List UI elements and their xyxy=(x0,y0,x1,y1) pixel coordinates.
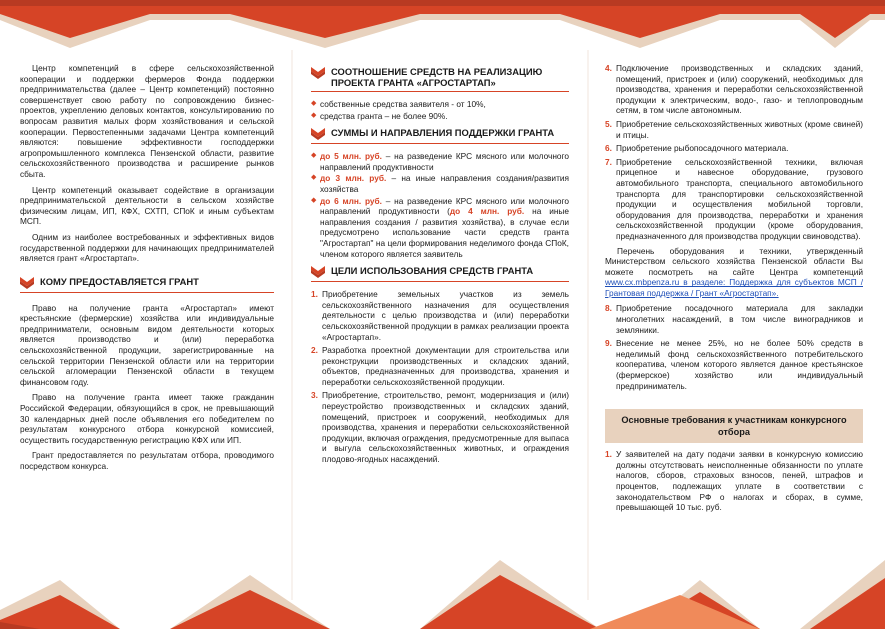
sums-list xyxy=(311,151,569,259)
chevron-down-icon xyxy=(311,266,325,278)
section-header-ratio xyxy=(311,66,569,92)
list-item: 5. Приобретение сельскохозяйственных животных (кроме свиней) и птицы. xyxy=(605,118,863,140)
section-title: КОМУ ПРЕДОСТАВЛЯЕТСЯ ГРАНТ xyxy=(40,275,199,287)
diamond-bullet-icon: ◆ xyxy=(311,100,317,107)
list-item: 7. Приобретение сельскохозяйственной техники, включая прицепное и навесное оборудование, грузового автомобильного транспорта, специального автомобильного транспорта для транспортировки сельскохозяйственной продукции и осуществления мобильной торговли, оборудования для производства, переработки и хранения сельскохозяйственной продукции (кроме оборудования, предназначенного для производства продукции свиноводства). xyxy=(605,156,863,241)
equipment-note: Перечень оборудования и техники, утвержденный Министерством сельского хозяйства Пензенской области Вы можете посмотреть на сайте Центра компетенций www.cx.mbpenza.ru в разделе: Поддержка для субъектов МСП / Грантовая поддержка / Грант «Агростартап». xyxy=(605,245,863,298)
list-item: ◆ средства гранта – не более 90%. xyxy=(311,110,448,121)
list-item: ◆ до 6 млн. руб. – на разведение КРС мясного или молочного направлений продуктивности (до 4 млн. руб. на иные направления создания / развития хозяйства), в случае если предусмотрено использование части средств гранта "Агростартап" на цели формирования неделимого фонда СПоК, членом которого является заявитель xyxy=(311,195,569,259)
goals-list xyxy=(311,289,569,465)
ratio-list xyxy=(311,99,569,121)
recipients-paragraph: Право на получение гранта «Агростартап» имеют крестьянские (фермерские) хозяйства или индивидуальные предприниматели, основным видом деятельности которых является производство и (или) переработка сельскохозяйственной продукции, зарегистрированные на сельской территории Пензенской области или на территории сельской агломерации Пензенской области в текущем финансовом году. xyxy=(20,302,274,387)
section-title: СУММЫ И НАПРАВЛЕНИЯ ПОДДЕРЖКИ ГРАНТА xyxy=(331,127,555,139)
column-middle xyxy=(311,63,569,469)
intro-paragraph: Центр компетенций в сфере сельскохозяйственной кооперации и поддержки фермеров Фонда поддержки предпринимательства (далее – Центр компетенций) постоянно совершенствует свою работу по сопровождению бизнес-проектов, укреплению деловых контактов, консультированию по вопросам развития малых форм хозяйствования и сельской кооперации. Первостепенными задачами Центра компетенций являются: повышение эффективности господдержки агропромышленного комплекса Пензенской области, развитие сельскохозяйственного производства и расширение рынков сбыта. xyxy=(20,63,274,179)
list-item: 4. Подключение производственных и складских зданий, помещений, пристроек и (или) сооружений, необходимых для производства, хранения и переработки сельскохозяйственной продукции к электрическим, водо-, газо- и теплопроводным сетям, в том числе автономным. xyxy=(605,63,863,116)
top-zigzag-border xyxy=(0,0,885,48)
column-right xyxy=(605,63,863,517)
list-item: ◆ до 3 млн. руб. – на иные направления создания/развития хозяйства xyxy=(311,173,569,194)
section-title: ЦЕЛИ ИСПОЛЬЗОВАНИЯ СРЕДСТВ ГРАНТА xyxy=(331,265,534,277)
list-item: 6. Приобретение рыбопосадочного материала. xyxy=(605,143,789,154)
requirements-heading-box: Основные требования к участникам конкурсного отбора xyxy=(605,409,863,443)
diamond-bullet-icon: ◆ xyxy=(311,196,317,204)
section-title: СООТНОШЕНИЕ СРЕДСТВ НА РЕАЛИЗАЦИЮ ПРОЕКТА ГРАНТА «АГРОСТАРТАП» xyxy=(331,66,543,88)
support-paragraph: Центр компетенций оказывает содействие в организации предпринимательской деятельности в сельском хозяйстве физическим лицам, ИП, КФХ, СХТП, СПоК и иным субъектам МСП. xyxy=(20,184,274,227)
list-item: 1. У заявителей на дату подачи заявки в конкурсную комиссию должны отсутствовать неисполненные обязанности по уплате налогов, сборов, страховых взносов, пеней, штрафов и процентов, подлежащих уплате в соответствии с законодательством РФ о налогах и сборах, в сумме, превышающей 10 тыс. руб. xyxy=(605,449,863,513)
diamond-bullet-icon: ◆ xyxy=(311,174,317,182)
list-item: 3. Приобретение, строительство, ремонт, модернизация и (или) переустройство производственных и складских зданий, помещений, пристроек и сооружений, необходимых для производства, хранения и переработки сельскохозяйственной продукции, включая ограждения, предусмотренные для выпаса и выгула сельскохозяйственных животных, и ограждения плодово-ягодных насаждений. xyxy=(311,390,569,465)
goals-list-continued-2 xyxy=(605,303,863,391)
goals-list-continued xyxy=(605,63,863,242)
chevron-down-icon xyxy=(311,128,325,140)
column-left xyxy=(20,63,274,477)
section-header-goals xyxy=(311,265,569,282)
section-header-sums xyxy=(311,127,569,144)
list-item: 1. Приобретение земельных участков из земель сельскохозяйственного назначения для осуществления деятельности с целью производства и (или) переработки сельскохозяйственной продукции в рамках реализации проекта «Агростартап». xyxy=(311,289,569,342)
list-item: 2. Разработка проектной документации для строительства или реконструкции производственных и складских зданий, объектов, предназначенных для производства, хранения и переработки сельскохозяйственной продукции. xyxy=(311,345,569,387)
list-item: ◆ собственные средства заявителя - от 10%, xyxy=(311,99,486,109)
selection-paragraph: Грант предоставляется по результатам отбора, проводимого посредством конкурса. xyxy=(20,450,274,471)
chevron-down-icon xyxy=(20,277,34,289)
diamond-bullet-icon: ◆ xyxy=(311,152,317,160)
grant-paragraph: Одним из наиболее востребованных и эффективных видов государственной поддержки для начинающих предпринимателей является грант «Агростартап». xyxy=(20,231,274,264)
requirements-list xyxy=(605,449,863,513)
section-header-recipients xyxy=(20,276,274,293)
diamond-bullet-icon: ◆ xyxy=(311,111,317,119)
bottom-zigzag-border xyxy=(0,560,885,629)
list-item: 9. Внесение не менее 25%, но не более 50% средств в неделимый фонд сельскохозяйственного потребительского кооператива, членом которого является данное крестьянское (фермерское) хозяйство или индивидуальный предприниматель. xyxy=(605,338,863,391)
citizen-paragraph: Право на получение гранта имеет также гражданин Российской Федерации, обязующийся в срок, не превышающий 30 календарных дней после объявления его победителем по результатам конкурсного отбора конкурсной комиссией, осуществить государственную регистрацию КФХ или ИП. xyxy=(20,392,274,445)
list-item: ◆ до 5 млн. руб. – на разведение КРС мясного или молочного направлений продуктивности xyxy=(311,151,569,172)
list-item: 8. Приобретение посадочного материала для закладки многолетних насаждений, в том числе виноградников и земляники. xyxy=(605,303,863,335)
chevron-down-icon xyxy=(311,67,325,79)
site-link[interactable]: www.cx.mbpenza.ru в разделе: Поддержка для субъектов МСП / Грантовая поддержка / Грант «Агростартап». xyxy=(605,277,863,298)
